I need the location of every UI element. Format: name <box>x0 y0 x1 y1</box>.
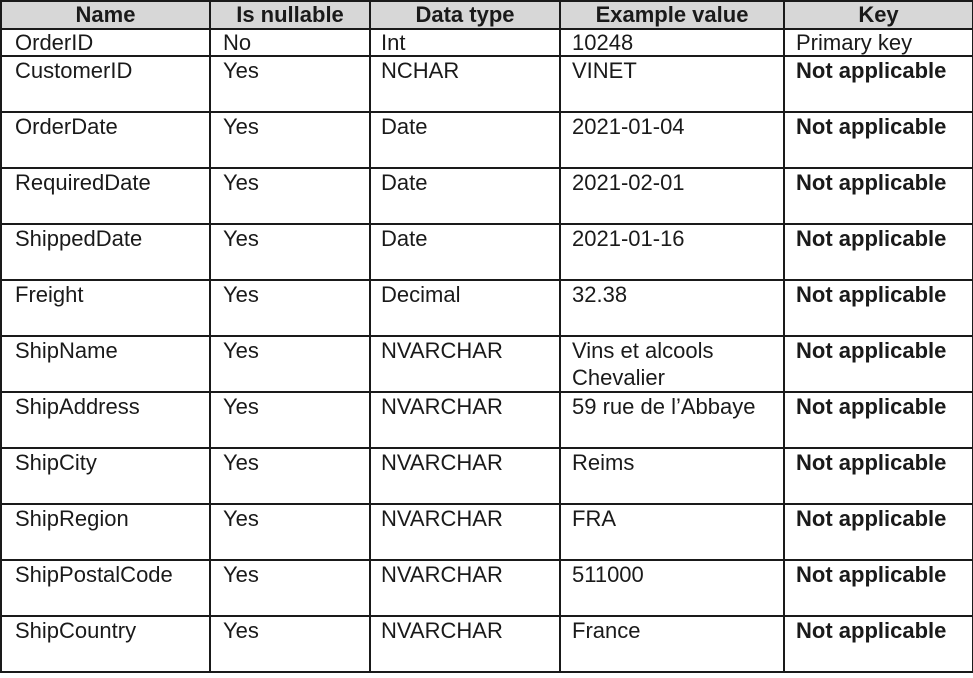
key-cell: Not applicable <box>784 504 973 560</box>
key-cell: Not applicable <box>784 168 973 224</box>
key-cell: Not applicable <box>784 112 973 168</box>
is-nullable-cell: Yes <box>210 560 370 616</box>
header-is-nullable: Is nullable <box>210 1 370 29</box>
key-cell: Not applicable <box>784 448 973 504</box>
data-type-cell: NVARCHAR <box>370 560 560 616</box>
key-cell: Not applicable <box>784 392 973 448</box>
is-nullable-cell: Yes <box>210 112 370 168</box>
example-value-cell: 511000 <box>560 560 784 616</box>
data-type-cell: NVARCHAR <box>370 616 560 672</box>
table-row <box>1 616 973 672</box>
column-name-cell: RequiredDate <box>1 168 210 224</box>
column-name-cell: ShipAddress <box>1 392 210 448</box>
key-cell: Not applicable <box>784 616 973 672</box>
table-row <box>1 280 973 336</box>
table-row <box>1 336 973 392</box>
is-nullable-cell: Yes <box>210 336 370 392</box>
data-type-cell: NVARCHAR <box>370 504 560 560</box>
example-value-cell: VINET <box>560 56 784 112</box>
is-nullable-cell: Yes <box>210 56 370 112</box>
example-value-cell: 2021-02-01 <box>560 168 784 224</box>
key-cell: Not applicable <box>784 56 973 112</box>
example-value-cell: 10248 <box>560 29 784 56</box>
is-nullable-cell: No <box>210 29 370 56</box>
is-nullable-cell: Yes <box>210 616 370 672</box>
data-type-cell: Int <box>370 29 560 56</box>
data-type-cell: Date <box>370 168 560 224</box>
is-nullable-cell: Yes <box>210 392 370 448</box>
column-name-cell: ShipPostalCode <box>1 560 210 616</box>
column-name-cell: OrderDate <box>1 112 210 168</box>
key-cell: Primary key <box>784 29 973 56</box>
table-row <box>1 112 973 168</box>
table-row <box>1 56 973 112</box>
example-value-cell: 2021-01-16 <box>560 224 784 280</box>
key-cell: Not applicable <box>784 280 973 336</box>
table-row <box>1 392 973 448</box>
is-nullable-cell: Yes <box>210 168 370 224</box>
column-name-cell: Freight <box>1 280 210 336</box>
is-nullable-cell: Yes <box>210 280 370 336</box>
column-name-cell: ShipCity <box>1 448 210 504</box>
example-value-cell: 32.38 <box>560 280 784 336</box>
data-type-cell: NCHAR <box>370 56 560 112</box>
data-type-cell: NVARCHAR <box>370 392 560 448</box>
header-name: Name <box>1 1 210 29</box>
table-body <box>1 29 973 672</box>
table-row <box>1 560 973 616</box>
table-row <box>1 448 973 504</box>
is-nullable-cell: Yes <box>210 224 370 280</box>
example-value-cell: 59 rue de l’Abbaye <box>560 392 784 448</box>
data-type-cell: NVARCHAR <box>370 336 560 392</box>
table-row <box>1 504 973 560</box>
column-name-cell: ShipName <box>1 336 210 392</box>
column-name-cell: ShippedDate <box>1 224 210 280</box>
column-name-cell: ShipRegion <box>1 504 210 560</box>
key-cell: Not applicable <box>784 336 973 392</box>
data-type-cell: Date <box>370 224 560 280</box>
header-row <box>1 1 973 29</box>
is-nullable-cell: Yes <box>210 504 370 560</box>
table-row <box>1 29 973 56</box>
column-name-cell: OrderID <box>1 29 210 56</box>
key-cell: Not applicable <box>784 224 973 280</box>
key-cell: Not applicable <box>784 560 973 616</box>
table-row <box>1 168 973 224</box>
example-value-cell: Reims <box>560 448 784 504</box>
example-value-cell: France <box>560 616 784 672</box>
data-type-cell: Decimal <box>370 280 560 336</box>
example-value-cell: Vins et alcools Chevalier <box>560 336 784 392</box>
is-nullable-cell: Yes <box>210 448 370 504</box>
header-key: Key <box>784 1 973 29</box>
table-row <box>1 224 973 280</box>
example-value-cell: 2021-01-04 <box>560 112 784 168</box>
header-data-type: Data type <box>370 1 560 29</box>
data-type-cell: NVARCHAR <box>370 448 560 504</box>
header-example-value: Example value <box>560 1 784 29</box>
column-name-cell: CustomerID <box>1 56 210 112</box>
data-type-cell: Date <box>370 112 560 168</box>
table-header <box>1 1 973 29</box>
column-name-cell: ShipCountry <box>1 616 210 672</box>
example-value-cell: FRA <box>560 504 784 560</box>
